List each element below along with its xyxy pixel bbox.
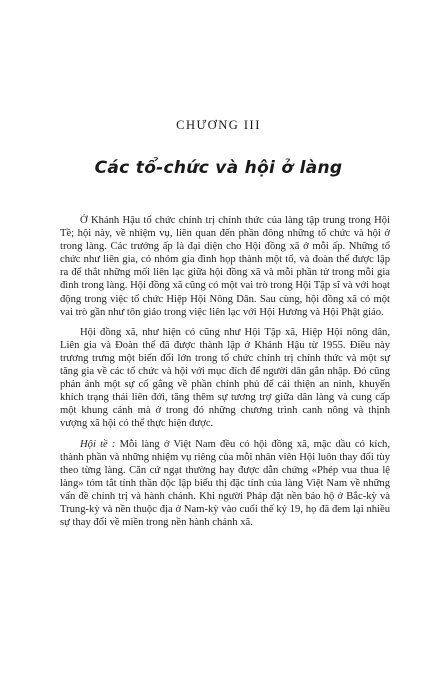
paragraph	[60, 214, 390, 319]
paragraph-text: Hội đồng xã, như hiện có cũng như Hội Tập xã, Hiệp Hội nông dân, Liên gia và Đoàn thể đã được thành lập ở Khánh Hậu từ 1955. Điều này trương trưng một biến đổi lớn trong tổ chức chính trị chính thức và một sự tăng gia về các tổ chức và hội với mục đích để người dân gắn nhập. Đó cũng phản ánh một sự cố gắng về phần chính phủ để cải thiện an ninh, khuyến khích trạng thái liên đới, tăng thêm sự tương trợ giữa dân làng và cung cấp một khung cảnh mà ở trong đó những chương trình canh nông và thịnh vượng xã hội có thể thực hiện được.	[60, 326, 390, 430]
paragraph-text: Ở Khánh Hậu tổ chức chính trị chính thức của làng tập trung trong Hội Tề; hội này, về nhiệm vụ, liên quan đến phần đông những tổ chức và hội ở trong làng. Các trưởng ấp là đại diện cho Hội đồng xã ở mỗi ấp. Những tổ chức như liên gia, có nhóm gia đình họp thành một tổ, và đoàn thể được lập ra để thắt những mối liên lạc giữa hội đồng xã và mỗi phần tử trong mỗi gia đình trong làng. Hội đồng xã cũng có một vai trò trong Hội Tập sĩ và với hoạt động trong việc tổ chức Hiệp Hội Nông Dân. Sau cùng, hội đồng xã có một vai trò gần như tôn giáo trong việc liên lạc với Hội Hương và Hội Phật giáo.	[60, 215, 390, 318]
chapter-heading: CHƯƠNG III	[176, 118, 261, 132]
paragraph-text: Mỗi làng ở Việt Nam đều có hội đồng xã, mặc dầu có kích, thành phần và những nhiệm vụ riêng của mỗi nhân viên Hội luôn thay đổi tùy theo từng làng. Căn cứ ngạt thường hay được dẫn chứng «Phép vua thua lệ làng» tóm tắt tính thần độc lập biểu thị đặc tính của làng Việt Nam về những vấn đề chính trị và hành chánh. Khi người Pháp đặt nền bảo hộ ở Bắc-kỳ và Trung-kỳ và nền thuộc địa ở Nam-kỳ vào cuối thế kỷ 19, họ đã đem lại nhiều sự thay đổi về miền trong nền hành chánh xã.	[60, 438, 390, 529]
paragraph	[60, 438, 390, 530]
paragraph-lead: Hội tề :	[80, 438, 116, 450]
chapter-title: Các tổ-chức và hội ở làng	[94, 158, 343, 178]
body-text	[60, 214, 390, 529]
paragraph	[60, 326, 390, 431]
